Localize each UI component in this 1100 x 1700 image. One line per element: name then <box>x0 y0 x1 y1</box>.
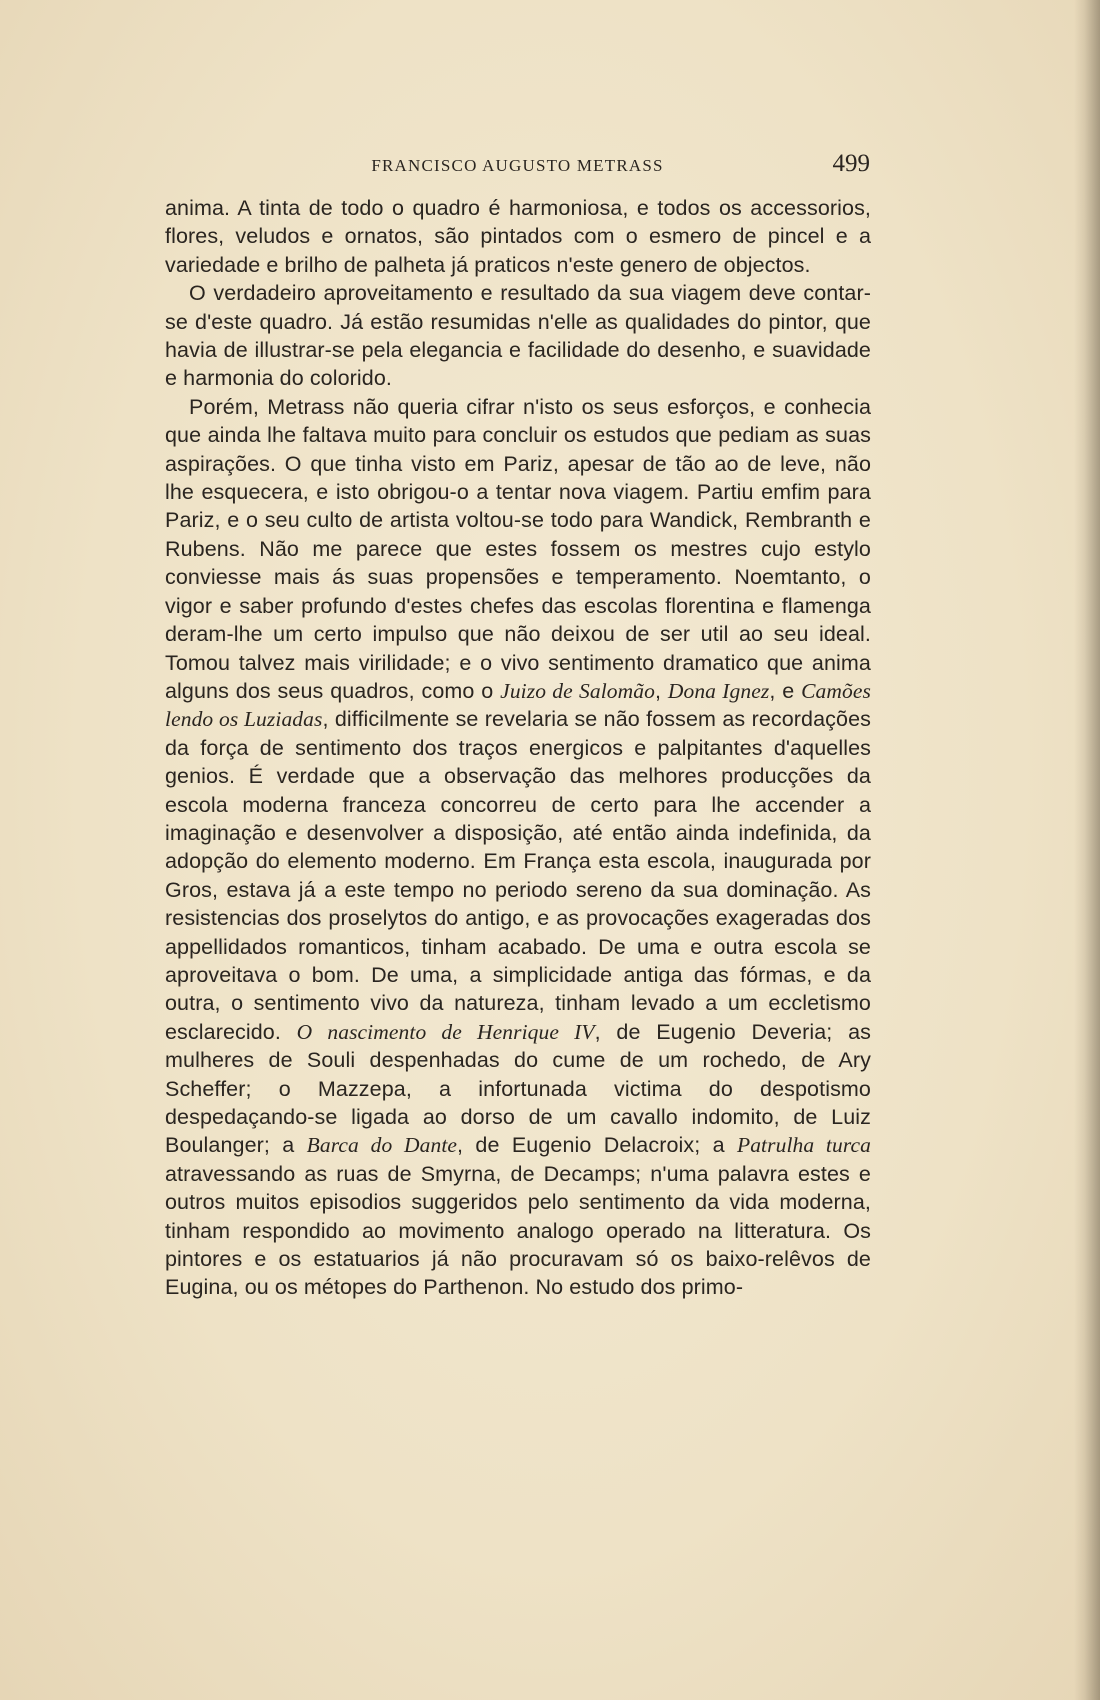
italic-title: Camões lendo os Luziadas <box>165 678 871 732</box>
paragraph <box>165 393 871 1302</box>
page-edge-shadow <box>1074 0 1100 1700</box>
paragraph <box>165 279 871 393</box>
italic-title: O nascimento de Henrique IV <box>296 1019 595 1044</box>
body-text <box>165 194 871 1302</box>
text-run: anima. A tinta de todo o quadro é harmoniosa, e todos os accessorios, flores, veludos e ornatos, são pintados com o esmero de pincel e a variedade e brilho de palheta já praticos n'este genero de objectos. <box>165 196 871 277</box>
paragraph <box>165 194 871 279</box>
page-header <box>165 152 870 186</box>
running-title: FRANCISCO AUGUSTO METRASS <box>371 156 664 175</box>
text-run: O verdadeiro aproveitamento e resultado da sua viagem deve contar-se d'este quadro. Já estão resumidas n'elle as qualidades do pintor, que havia de illustrar-se pela elegancia e facilidade do desenho, e suavidade e harmonia do colorido. <box>165 281 871 391</box>
italic-title: Barca do Dante <box>306 1133 458 1158</box>
page-number: 499 <box>832 150 870 177</box>
text-run: , difficilmente se revelaria se não fossem as recordações da força de sentimento dos traços energicos e palpitantes d'aquelles genios. É verdade que a observação das melhores producções da escola moderna franceza concorreu de certo para lhe accender a imaginação e desenvolver a disposição, até então ainda indefinida, da adopção do elemento moderno. Em França esta escola, inaugurada por Gros, estava já a este tempo no periodo sereno da sua dominação. As resistencias dos proselytos do antigo, e as provocações exageradas dos appellidados romanticos, tinham acabado. De uma e outra escola se aproveitava o bom. De uma, a simplicidade antiga das fórmas, e da outra, o sentimento vivo da natureza, tinham levado a um eccletismo esclarecido. <box>165 707 871 1044</box>
text-run: , <box>654 678 668 703</box>
text-run: atravessando as ruas de Smyrna, de Decamps; n'uma palavra estes e outros muitos episodios suggeridos pelo sentimento da vida moderna, tinham respondido ao movimento analogo operado na litteratura. Os pintores e os estatuarios já não procuravam só os baixo-relêvos de Eugina, ou os métopes do Parthenon. No estudo dos primo- <box>165 1161 871 1300</box>
italic-title: Juizo de Salomão <box>500 678 655 703</box>
italic-title: Dona Ignez <box>667 678 770 703</box>
italic-title: Patrulha turca <box>736 1133 871 1158</box>
text-run: , de Eugenio Deveria; as mulheres de Souli despenhadas do cume de um rochedo, de Ary Scheffer; o Mazzepa, a infortunada victima do despotismo despedaçando-se ligada ao dorso de um cavallo indomito, de Luiz Boulanger; a <box>165 1019 871 1158</box>
text-run: Porém, Metrass não queria cifrar n'isto os seus esforços, e conhecia que ainda lhe faltava muito para concluir os estudos que pediam as suas aspirações. O que tinha visto em Pariz, apesar de tão ao de leve, não lhe esquecera, e isto obrigou-o a tentar nova viagem. Partiu emfim para Pariz, e o seu culto de artista voltou-se todo para Wandick, Rembranth e Rubens. Não me parece que estes fossem os mestres cujo estylo conviesse mais ás suas propensões e temperamento. Noemtanto, o vigor e saber profundo d'estes chefes das escolas florentina e flamenga deram-lhe um certo impulso que não deixou de ser util ao seu ideal. Tomou talvez mais virilidade; e o vivo sentimento dramatico que anima alguns dos seus quadros, como o <box>165 394 871 703</box>
text-run: , e <box>769 678 802 703</box>
text-run: , de Eugenio Delacroix; a <box>457 1133 737 1158</box>
